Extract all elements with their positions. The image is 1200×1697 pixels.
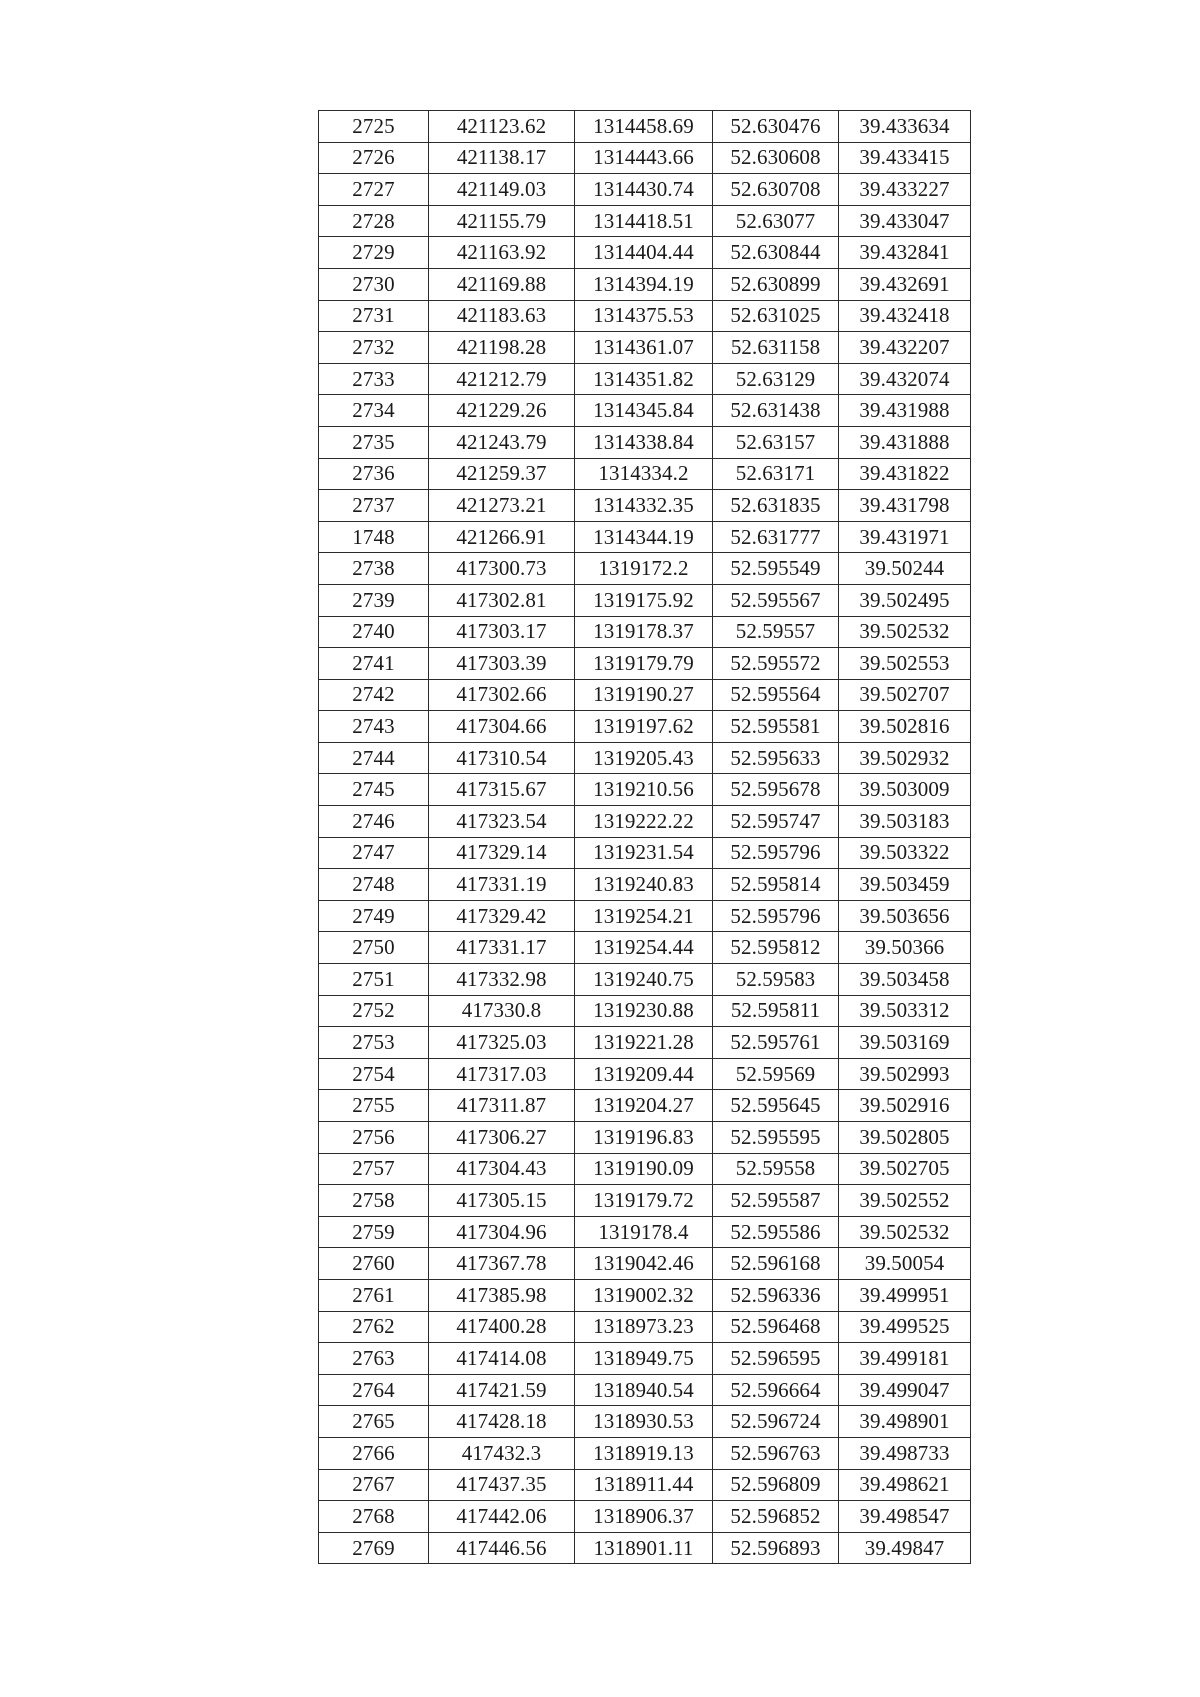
- y-coordinate-cell: 1319190.27: [575, 679, 713, 711]
- coordinates-table: [318, 110, 971, 1564]
- y-coordinate-cell: 1314351.82: [575, 363, 713, 395]
- longitude-cell: 39.502532: [839, 616, 971, 648]
- coordinates-table-body: [319, 111, 971, 1564]
- latitude-cell: 52.595678: [713, 774, 839, 806]
- longitude-cell: 39.432691: [839, 268, 971, 300]
- x-coordinate-cell: 417432.3: [429, 1437, 575, 1469]
- x-coordinate-cell: 417367.78: [429, 1248, 575, 1280]
- table-row: [319, 1058, 971, 1090]
- table-row: [319, 111, 971, 143]
- longitude-cell: 39.431822: [839, 458, 971, 490]
- longitude-cell: 39.50054: [839, 1248, 971, 1280]
- table-row: [319, 869, 971, 901]
- latitude-cell: 52.595812: [713, 932, 839, 964]
- latitude-cell: 52.595645: [713, 1090, 839, 1122]
- latitude-cell: 52.595581: [713, 711, 839, 743]
- longitude-cell: 39.503312: [839, 995, 971, 1027]
- latitude-cell: 52.596893: [713, 1532, 839, 1564]
- x-coordinate-cell: 421229.26: [429, 395, 575, 427]
- point-number-cell: 2750: [319, 932, 429, 964]
- longitude-cell: 39.503009: [839, 774, 971, 806]
- point-number-cell: 2741: [319, 648, 429, 680]
- table-row: [319, 1374, 971, 1406]
- point-number-cell: 2768: [319, 1501, 429, 1533]
- latitude-cell: 52.631777: [713, 521, 839, 553]
- point-number-cell: 2746: [319, 806, 429, 838]
- latitude-cell: 52.595587: [713, 1185, 839, 1217]
- point-number-cell: 2762: [319, 1311, 429, 1343]
- table-row: [319, 553, 971, 585]
- latitude-cell: 52.595549: [713, 553, 839, 585]
- x-coordinate-cell: 417304.96: [429, 1216, 575, 1248]
- latitude-cell: 52.59557: [713, 616, 839, 648]
- y-coordinate-cell: 1319209.44: [575, 1058, 713, 1090]
- longitude-cell: 39.499181: [839, 1343, 971, 1375]
- longitude-cell: 39.503458: [839, 964, 971, 996]
- longitude-cell: 39.502932: [839, 742, 971, 774]
- point-number-cell: 2738: [319, 553, 429, 585]
- x-coordinate-cell: 417329.14: [429, 837, 575, 869]
- longitude-cell: 39.502532: [839, 1216, 971, 1248]
- latitude-cell: 52.63171: [713, 458, 839, 490]
- x-coordinate-cell: 421243.79: [429, 426, 575, 458]
- point-number-cell: 2756: [319, 1122, 429, 1154]
- point-number-cell: 2769: [319, 1532, 429, 1564]
- x-coordinate-cell: 417310.54: [429, 742, 575, 774]
- y-coordinate-cell: 1318901.11: [575, 1532, 713, 1564]
- x-coordinate-cell: 421155.79: [429, 205, 575, 237]
- point-number-cell: 2760: [319, 1248, 429, 1280]
- point-number-cell: 2755: [319, 1090, 429, 1122]
- x-coordinate-cell: 421163.92: [429, 237, 575, 269]
- longitude-cell: 39.432074: [839, 363, 971, 395]
- y-coordinate-cell: 1319230.88: [575, 995, 713, 1027]
- point-number-cell: 2742: [319, 679, 429, 711]
- y-coordinate-cell: 1319179.72: [575, 1185, 713, 1217]
- point-number-cell: 2766: [319, 1437, 429, 1469]
- x-coordinate-cell: 417331.19: [429, 869, 575, 901]
- y-coordinate-cell: 1318919.13: [575, 1437, 713, 1469]
- x-coordinate-cell: 417303.17: [429, 616, 575, 648]
- y-coordinate-cell: 1314443.66: [575, 142, 713, 174]
- table-row: [319, 300, 971, 332]
- x-coordinate-cell: 417323.54: [429, 806, 575, 838]
- point-number-cell: 2761: [319, 1279, 429, 1311]
- table-row: [319, 174, 971, 206]
- y-coordinate-cell: 1319178.4: [575, 1216, 713, 1248]
- latitude-cell: 52.595567: [713, 584, 839, 616]
- latitude-cell: 52.595814: [713, 869, 839, 901]
- y-coordinate-cell: 1314404.44: [575, 237, 713, 269]
- longitude-cell: 39.433415: [839, 142, 971, 174]
- x-coordinate-cell: 421273.21: [429, 490, 575, 522]
- longitude-cell: 39.50366: [839, 932, 971, 964]
- longitude-cell: 39.503322: [839, 837, 971, 869]
- table-row: [319, 268, 971, 300]
- table-row: [319, 1027, 971, 1059]
- y-coordinate-cell: 1319210.56: [575, 774, 713, 806]
- x-coordinate-cell: 417311.87: [429, 1090, 575, 1122]
- table-row: [319, 900, 971, 932]
- table-row: [319, 995, 971, 1027]
- latitude-cell: 52.596336: [713, 1279, 839, 1311]
- point-number-cell: 2759: [319, 1216, 429, 1248]
- table-row: [319, 237, 971, 269]
- longitude-cell: 39.431888: [839, 426, 971, 458]
- latitude-cell: 52.595761: [713, 1027, 839, 1059]
- latitude-cell: 52.630476: [713, 111, 839, 143]
- point-number-cell: 2751: [319, 964, 429, 996]
- x-coordinate-cell: 417302.66: [429, 679, 575, 711]
- point-number-cell: 2745: [319, 774, 429, 806]
- point-number-cell: 2752: [319, 995, 429, 1027]
- latitude-cell: 52.595747: [713, 806, 839, 838]
- longitude-cell: 39.502552: [839, 1185, 971, 1217]
- point-number-cell: 2763: [319, 1343, 429, 1375]
- x-coordinate-cell: 417421.59: [429, 1374, 575, 1406]
- longitude-cell: 39.503459: [839, 869, 971, 901]
- x-coordinate-cell: 421123.62: [429, 111, 575, 143]
- x-coordinate-cell: 417428.18: [429, 1406, 575, 1438]
- longitude-cell: 39.503656: [839, 900, 971, 932]
- longitude-cell: 39.431798: [839, 490, 971, 522]
- point-number-cell: 2730: [319, 268, 429, 300]
- table-row: [319, 584, 971, 616]
- longitude-cell: 39.503169: [839, 1027, 971, 1059]
- latitude-cell: 52.631835: [713, 490, 839, 522]
- table-row: [319, 806, 971, 838]
- latitude-cell: 52.596724: [713, 1406, 839, 1438]
- longitude-cell: 39.50244: [839, 553, 971, 585]
- y-coordinate-cell: 1314394.19: [575, 268, 713, 300]
- table-row: [319, 1437, 971, 1469]
- table-row: [319, 142, 971, 174]
- table-row: [319, 205, 971, 237]
- y-coordinate-cell: 1319221.28: [575, 1027, 713, 1059]
- y-coordinate-cell: 1314345.84: [575, 395, 713, 427]
- table-row: [319, 711, 971, 743]
- x-coordinate-cell: 417325.03: [429, 1027, 575, 1059]
- longitude-cell: 39.499525: [839, 1311, 971, 1343]
- latitude-cell: 52.63077: [713, 205, 839, 237]
- x-coordinate-cell: 421266.91: [429, 521, 575, 553]
- point-number-cell: 2733: [319, 363, 429, 395]
- table-row: [319, 932, 971, 964]
- y-coordinate-cell: 1319042.46: [575, 1248, 713, 1280]
- latitude-cell: 52.630899: [713, 268, 839, 300]
- y-coordinate-cell: 1319254.21: [575, 900, 713, 932]
- point-number-cell: 2732: [319, 332, 429, 364]
- table-row: [319, 1216, 971, 1248]
- y-coordinate-cell: 1319190.09: [575, 1153, 713, 1185]
- x-coordinate-cell: 421212.79: [429, 363, 575, 395]
- y-coordinate-cell: 1314361.07: [575, 332, 713, 364]
- y-coordinate-cell: 1319175.92: [575, 584, 713, 616]
- y-coordinate-cell: 1314430.74: [575, 174, 713, 206]
- longitude-cell: 39.502993: [839, 1058, 971, 1090]
- y-coordinate-cell: 1314458.69: [575, 111, 713, 143]
- table-row: [319, 1185, 971, 1217]
- latitude-cell: 52.595633: [713, 742, 839, 774]
- latitude-cell: 52.595586: [713, 1216, 839, 1248]
- table-row: [319, 1501, 971, 1533]
- longitude-cell: 39.499951: [839, 1279, 971, 1311]
- point-number-cell: 1748: [319, 521, 429, 553]
- point-number-cell: 2764: [319, 1374, 429, 1406]
- y-coordinate-cell: 1318906.37: [575, 1501, 713, 1533]
- table-row: [319, 1406, 971, 1438]
- table-row: [319, 1311, 971, 1343]
- point-number-cell: 2736: [319, 458, 429, 490]
- y-coordinate-cell: 1319240.83: [575, 869, 713, 901]
- y-coordinate-cell: 1319231.54: [575, 837, 713, 869]
- table-row: [319, 1469, 971, 1501]
- point-number-cell: 2757: [319, 1153, 429, 1185]
- table-row: [319, 395, 971, 427]
- x-coordinate-cell: 417303.39: [429, 648, 575, 680]
- table-row: [319, 1279, 971, 1311]
- latitude-cell: 52.59558: [713, 1153, 839, 1185]
- latitude-cell: 52.595796: [713, 900, 839, 932]
- point-number-cell: 2754: [319, 1058, 429, 1090]
- point-number-cell: 2734: [319, 395, 429, 427]
- latitude-cell: 52.631438: [713, 395, 839, 427]
- longitude-cell: 39.502805: [839, 1122, 971, 1154]
- longitude-cell: 39.433634: [839, 111, 971, 143]
- latitude-cell: 52.595564: [713, 679, 839, 711]
- table-row: [319, 964, 971, 996]
- point-number-cell: 2725: [319, 111, 429, 143]
- table-row: [319, 1343, 971, 1375]
- point-number-cell: 2753: [319, 1027, 429, 1059]
- y-coordinate-cell: 1318911.44: [575, 1469, 713, 1501]
- table-row: [319, 679, 971, 711]
- latitude-cell: 52.59583: [713, 964, 839, 996]
- point-number-cell: 2737: [319, 490, 429, 522]
- latitude-cell: 52.59569: [713, 1058, 839, 1090]
- longitude-cell: 39.503183: [839, 806, 971, 838]
- latitude-cell: 52.596595: [713, 1343, 839, 1375]
- y-coordinate-cell: 1314344.19: [575, 521, 713, 553]
- table-row: [319, 648, 971, 680]
- table-row: [319, 458, 971, 490]
- table-row: [319, 490, 971, 522]
- longitude-cell: 39.498621: [839, 1469, 971, 1501]
- x-coordinate-cell: 421183.63: [429, 300, 575, 332]
- y-coordinate-cell: 1319222.22: [575, 806, 713, 838]
- longitude-cell: 39.502495: [839, 584, 971, 616]
- table-row: [319, 426, 971, 458]
- x-coordinate-cell: 417332.98: [429, 964, 575, 996]
- longitude-cell: 39.499047: [839, 1374, 971, 1406]
- longitude-cell: 39.49847: [839, 1532, 971, 1564]
- point-number-cell: 2767: [319, 1469, 429, 1501]
- point-number-cell: 2739: [319, 584, 429, 616]
- longitude-cell: 39.502816: [839, 711, 971, 743]
- point-number-cell: 2731: [319, 300, 429, 332]
- longitude-cell: 39.431988: [839, 395, 971, 427]
- latitude-cell: 52.596852: [713, 1501, 839, 1533]
- table-row: [319, 774, 971, 806]
- latitude-cell: 52.631158: [713, 332, 839, 364]
- longitude-cell: 39.502916: [839, 1090, 971, 1122]
- point-number-cell: 2765: [319, 1406, 429, 1438]
- table-row: [319, 1090, 971, 1122]
- latitude-cell: 52.630708: [713, 174, 839, 206]
- point-number-cell: 2727: [319, 174, 429, 206]
- y-coordinate-cell: 1318949.75: [575, 1343, 713, 1375]
- y-coordinate-cell: 1319197.62: [575, 711, 713, 743]
- latitude-cell: 52.596809: [713, 1469, 839, 1501]
- x-coordinate-cell: 417304.66: [429, 711, 575, 743]
- x-coordinate-cell: 417305.15: [429, 1185, 575, 1217]
- point-number-cell: 2749: [319, 900, 429, 932]
- y-coordinate-cell: 1319205.43: [575, 742, 713, 774]
- y-coordinate-cell: 1314338.84: [575, 426, 713, 458]
- longitude-cell: 39.432207: [839, 332, 971, 364]
- point-number-cell: 2735: [319, 426, 429, 458]
- table-row: [319, 1532, 971, 1564]
- x-coordinate-cell: 417306.27: [429, 1122, 575, 1154]
- table-row: [319, 1248, 971, 1280]
- x-coordinate-cell: 421138.17: [429, 142, 575, 174]
- y-coordinate-cell: 1319002.32: [575, 1279, 713, 1311]
- table-row: [319, 837, 971, 869]
- y-coordinate-cell: 1314418.51: [575, 205, 713, 237]
- x-coordinate-cell: 417442.06: [429, 1501, 575, 1533]
- y-coordinate-cell: 1314334.2: [575, 458, 713, 490]
- y-coordinate-cell: 1319240.75: [575, 964, 713, 996]
- x-coordinate-cell: 421149.03: [429, 174, 575, 206]
- point-number-cell: 2747: [319, 837, 429, 869]
- y-coordinate-cell: 1318930.53: [575, 1406, 713, 1438]
- longitude-cell: 39.498733: [839, 1437, 971, 1469]
- point-number-cell: 2744: [319, 742, 429, 774]
- table-row: [319, 1153, 971, 1185]
- x-coordinate-cell: 417446.56: [429, 1532, 575, 1564]
- latitude-cell: 52.595595: [713, 1122, 839, 1154]
- y-coordinate-cell: 1314375.53: [575, 300, 713, 332]
- x-coordinate-cell: 417331.17: [429, 932, 575, 964]
- latitude-cell: 52.630608: [713, 142, 839, 174]
- point-number-cell: 2743: [319, 711, 429, 743]
- x-coordinate-cell: 417400.28: [429, 1311, 575, 1343]
- latitude-cell: 52.596168: [713, 1248, 839, 1280]
- x-coordinate-cell: 417315.67: [429, 774, 575, 806]
- table-row: [319, 616, 971, 648]
- y-coordinate-cell: 1319178.37: [575, 616, 713, 648]
- point-number-cell: 2726: [319, 142, 429, 174]
- point-number-cell: 2728: [319, 205, 429, 237]
- longitude-cell: 39.498547: [839, 1501, 971, 1533]
- table-row: [319, 332, 971, 364]
- x-coordinate-cell: 421259.37: [429, 458, 575, 490]
- y-coordinate-cell: 1319179.79: [575, 648, 713, 680]
- x-coordinate-cell: 417304.43: [429, 1153, 575, 1185]
- x-coordinate-cell: 417329.42: [429, 900, 575, 932]
- longitude-cell: 39.432418: [839, 300, 971, 332]
- longitude-cell: 39.502705: [839, 1153, 971, 1185]
- point-number-cell: 2729: [319, 237, 429, 269]
- x-coordinate-cell: 421198.28: [429, 332, 575, 364]
- y-coordinate-cell: 1318940.54: [575, 1374, 713, 1406]
- x-coordinate-cell: 417437.35: [429, 1469, 575, 1501]
- point-number-cell: 2758: [319, 1185, 429, 1217]
- point-number-cell: 2748: [319, 869, 429, 901]
- x-coordinate-cell: 417302.81: [429, 584, 575, 616]
- longitude-cell: 39.432841: [839, 237, 971, 269]
- table-row: [319, 1122, 971, 1154]
- y-coordinate-cell: 1319172.2: [575, 553, 713, 585]
- latitude-cell: 52.596468: [713, 1311, 839, 1343]
- x-coordinate-cell: 421169.88: [429, 268, 575, 300]
- x-coordinate-cell: 417385.98: [429, 1279, 575, 1311]
- latitude-cell: 52.63157: [713, 426, 839, 458]
- y-coordinate-cell: 1318973.23: [575, 1311, 713, 1343]
- table-row: [319, 363, 971, 395]
- longitude-cell: 39.433047: [839, 205, 971, 237]
- table-row: [319, 742, 971, 774]
- y-coordinate-cell: 1319254.44: [575, 932, 713, 964]
- latitude-cell: 52.595572: [713, 648, 839, 680]
- latitude-cell: 52.63129: [713, 363, 839, 395]
- longitude-cell: 39.502553: [839, 648, 971, 680]
- longitude-cell: 39.498901: [839, 1406, 971, 1438]
- point-number-cell: 2740: [319, 616, 429, 648]
- y-coordinate-cell: 1314332.35: [575, 490, 713, 522]
- latitude-cell: 52.631025: [713, 300, 839, 332]
- latitude-cell: 52.595796: [713, 837, 839, 869]
- latitude-cell: 52.596664: [713, 1374, 839, 1406]
- x-coordinate-cell: 417317.03: [429, 1058, 575, 1090]
- latitude-cell: 52.595811: [713, 995, 839, 1027]
- longitude-cell: 39.433227: [839, 174, 971, 206]
- y-coordinate-cell: 1319196.83: [575, 1122, 713, 1154]
- x-coordinate-cell: 417300.73: [429, 553, 575, 585]
- latitude-cell: 52.630844: [713, 237, 839, 269]
- x-coordinate-cell: 417330.8: [429, 995, 575, 1027]
- longitude-cell: 39.502707: [839, 679, 971, 711]
- y-coordinate-cell: 1319204.27: [575, 1090, 713, 1122]
- longitude-cell: 39.431971: [839, 521, 971, 553]
- x-coordinate-cell: 417414.08: [429, 1343, 575, 1375]
- table-row: [319, 521, 971, 553]
- latitude-cell: 52.596763: [713, 1437, 839, 1469]
